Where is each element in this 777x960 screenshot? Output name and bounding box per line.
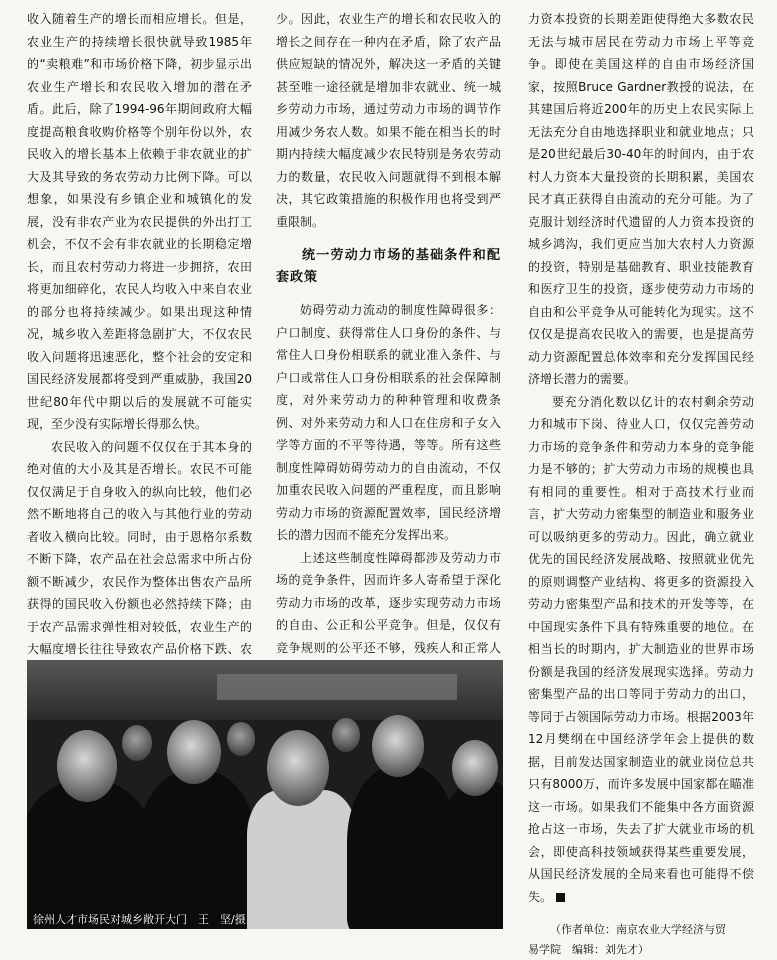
author-line: （作者单位：南京农业大学经济与贸 — [550, 923, 726, 936]
person-head — [267, 730, 329, 806]
author-note — [528, 920, 754, 960]
person-shape — [437, 780, 503, 929]
person-head — [167, 720, 221, 784]
paragraph: 收入随着生产的增长而相应增长。但是，农业生产的持续增长很快就导致1985年的“卖粮难”和市场价格下降，初步显示出农业生产增长和农民收入增加的潜在矛盾。此后，除了1994-96年期间政府大幅度提高粮食收购价格等个别年份以外，农民收入的增长基本上依赖于非农就业的扩大及其导致的务农劳动力比例下降。可以想象，如果没有乡镇企业和城镇化的发展，没有非农产业为农民提供的外出打工机会，不仅不会有非农就业的长期稳定增长，而且农村劳动力将进一步拥挤，农田将更加细碎化，农民人均收入中来自农业的部分也将持续减少。如果出现这种情况，城乡收入差距将急剧扩大，不仅农民收入问题将迅速恶化，整个社会的安定和国民经济发展都将受到严重威胁，我国20世纪80年代中期以后的发展就不可能实现，至少没有实际增长得那么快。 — [27, 12, 252, 431]
paragraph: 少。因此，农业生产的增长和农民收入的增长之间存在一种内在矛盾，除了农产品供应短缺的情况外，解决这一矛盾的关键甚至唯一途径就是增加非农就业、统一城乡劳动力市场，通过劳动力市场的调节作用减少务农人数。如果不能在相当长的时期内持续大幅度减少农民特别是务农劳动力的数量，农民收入问题就得不到根本解决，其它政策措施的积极作用也将受到严重限制。 — [276, 12, 501, 229]
paragraph-text: 要充分消化数以亿计的农村剩余劳动力和城市下岗、待业人口，仅仅完善劳动力市场的竞争条件和劳动力本身的竞争能力是不够的；扩大劳动力市场的规模也具有相同的重要性。相对于高技术行业而言，扩大劳动力密集型的制造业和服务业可以吸纳更多的劳动力。因此，确立就业优先的国民经济发展战略、按照就业优先的原则调整产业结构、将更多的资源投入劳动力密集型产品和技术的开发等等，在中国现实条件下具有特殊重要的地位。在相当长的时期内，扩大制造业的世界市场份额是我国的经济发展现实选择。劳动力密集型产品的出口等同于劳动力的出口，等同于占领国际劳动力市场。根据2003年12月樊纲在中国经济学年会上提供的数据，目前发达国家制造业的就业岗位总共只有8000万，而许多发展中国家都在瞄准这一市场。如果我们不能集中各方面资源抢占这一市场，失去了扩大就业市场的机会，即使高科技领域获得某些重要发展，从国民经济发展的全局来看也可能得不偿失。 — [528, 394, 754, 904]
editor-line: 易学院 编辑：刘先才） — [528, 943, 649, 956]
person-shirt — [247, 790, 357, 929]
section-heading: 统一劳动力市场的基础条件和配套政策 — [276, 248, 501, 285]
banner-text-block — [217, 674, 457, 700]
photo-caption: 徐州人才市场民对城乡敞开大门 王 坚/摄 — [33, 913, 246, 926]
person-head-background — [227, 722, 255, 756]
paragraph-final — [528, 391, 754, 909]
text-column-2 — [276, 8, 501, 682]
person-shape — [137, 770, 257, 929]
person-head — [372, 715, 424, 777]
end-mark-icon — [556, 893, 565, 902]
person-head — [57, 730, 117, 802]
paragraph: 农民收入的问题不仅仅在于其本身的绝对值的大小及其是否增长。农民不可能仅仅满足于自身收入的纵向比较，他们必然不断地将自己的收入与其他行业的劳动者收入横向比较。同时，由于恩格尔系数不断下降，农产品在社会总需求中所占份额不断减少，农民作为整体出售农产品所获得的国民收入份额也必然持续下降；由于农产品需求弹性相对较低，农业生产的大幅度增长往往导致农产品价格下跌、农 — [27, 439, 252, 656]
paragraph: 妨碍劳动力流动的制度性障碍很多：户口制度、获得常住人口身份的条件、与常住人口身份相联系的就业准入条件、与户口或常住人口身份相联系的社会保障制度，对外来劳动力的种种管理和收费条例、对外来劳动力和人口在住房和子女入学等方面的不平等待遇，等等。所有这些制度性障碍妨碍劳动力的自由流动，不仅加重农民收入问题的严重程度，而且影响劳动力市场的资源配置效率，国民经济增长的潜力因而不能充分发挥出来。 — [276, 303, 501, 542]
crowd-photo — [27, 660, 503, 929]
text-column-1 — [27, 8, 252, 683]
person-head-background — [122, 725, 152, 761]
paragraph: 力资本投资的长期差距使得绝大多数农民无法与城市居民在劳动力市场上平等竞争。即使在美国这样的自由市场经济国家，按照Bruce Gardner教授的说法，在其建国后将近200年的历史上农民实际上无法充分自由地选择职业和就业地点；只是20世纪最后30-40年的时间内，由于农村人力资本大量投资的长期积累，美国农民才真正获得自由流动的充分可能。为了克服计划经济时代遗留的人力资本投资的城乡鸿沟，我们更应当加大农村人力资源的投资，特别是基础教育、职业技能教育和医疗卫生的投资，逐步使劳动力市场的自由和公平竞争从可能转化为现实。这不仅仅是提高农民收入的需要，也是提高劳动力资源配置总体效率和充分发挥国民经济增长潜力的需要。 — [528, 12, 754, 386]
paragraph: 上述这些制度性障碍都涉及劳动力市场的竞争条件，因而许多人寄希望于深化劳动力市场的改革，逐步实现劳动力市场的自由、公正和公平竞争。但是，仅仅有竞争规则的公平还不够，残疾人和正常人 — [276, 550, 501, 655]
person-head — [452, 740, 498, 796]
text-column-3 — [528, 8, 754, 960]
person-head-background — [332, 718, 360, 752]
